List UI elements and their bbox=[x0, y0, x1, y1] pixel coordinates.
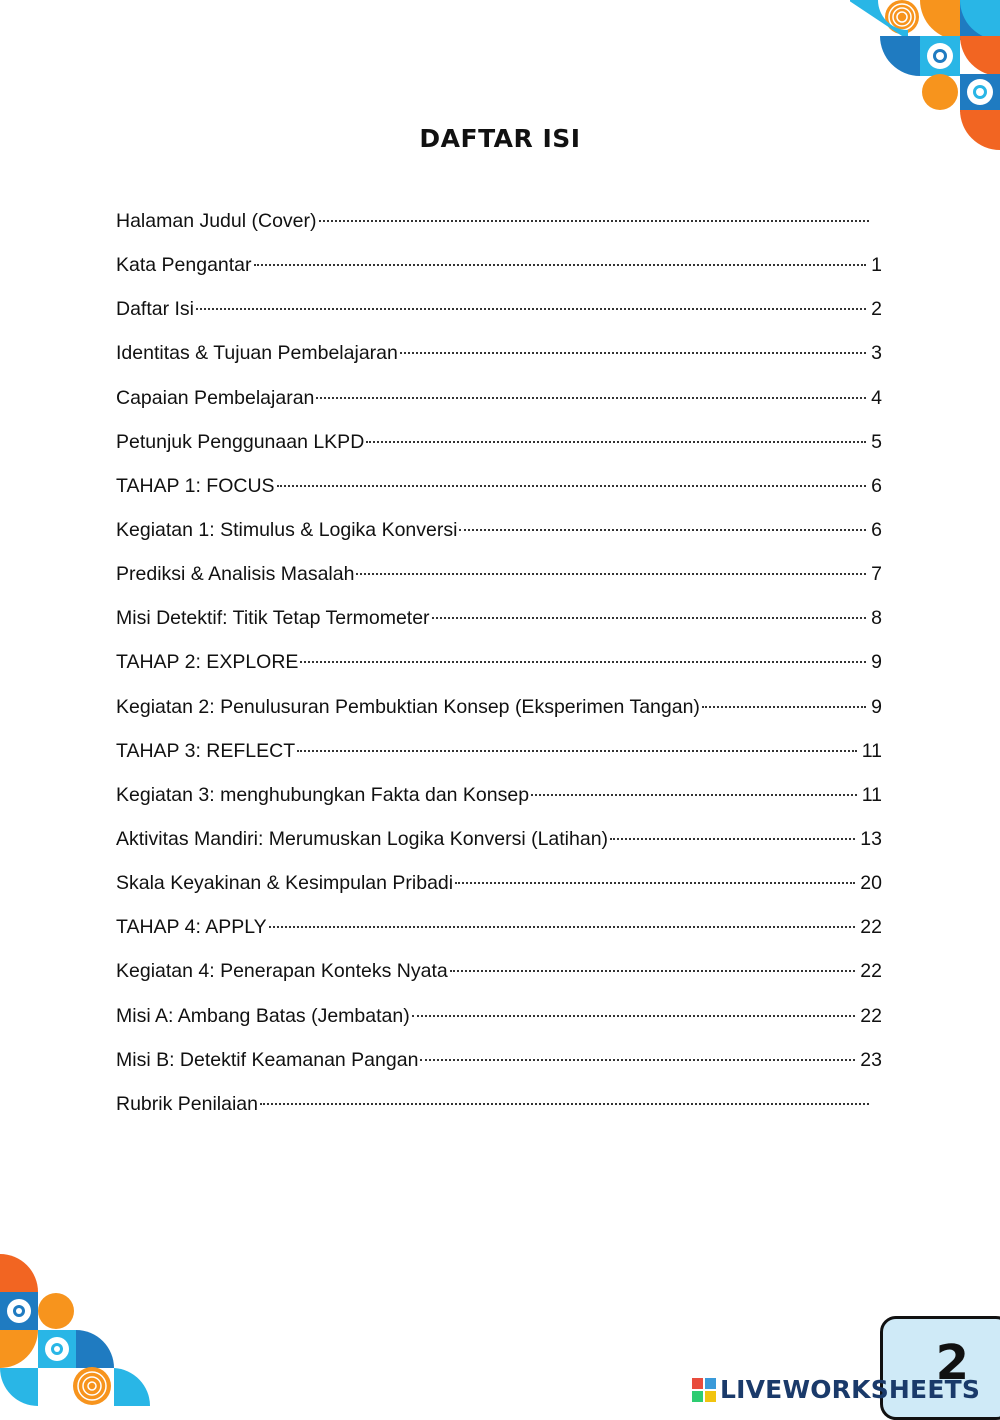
toc-entry-label: Misi B: Detektif Keamanan Pangan bbox=[116, 1048, 419, 1071]
page-title: DAFTAR ISI bbox=[419, 124, 581, 153]
toc-dot-leader bbox=[455, 882, 855, 884]
toc-entry[interactable] bbox=[116, 733, 882, 777]
toc-dot-leader bbox=[459, 529, 866, 531]
toc-entry-label: Aktivitas Mandiri: Merumuskan Logika Konversi (Latihan) bbox=[116, 827, 609, 850]
toc-entry-label: Capaian Pembelajaran bbox=[116, 386, 315, 409]
toc-entry[interactable] bbox=[116, 424, 882, 468]
toc-entry[interactable] bbox=[116, 556, 882, 600]
toc-entry-label: Kegiatan 1: Stimulus & Logika Konversi bbox=[116, 518, 458, 541]
toc-entry-page: 23 bbox=[860, 1048, 882, 1071]
toc-entry-label: Misi Detektif: Titik Tetap Termometer bbox=[116, 607, 430, 630]
toc-entry-label: Daftar Isi bbox=[116, 298, 195, 321]
toc-entry-label: TAHAP 2: EXPLORE bbox=[116, 651, 299, 674]
watermark-text: LIVEWORKSHEETS bbox=[720, 1375, 981, 1404]
toc-entry-page: 4 bbox=[871, 386, 882, 409]
table-of-contents bbox=[116, 203, 882, 1130]
toc-entry[interactable] bbox=[116, 468, 882, 512]
page-number: 2 bbox=[935, 1335, 969, 1391]
liveworksheets-watermark bbox=[692, 1375, 980, 1404]
toc-entry-page: 2 bbox=[871, 298, 882, 321]
toc-dot-leader bbox=[196, 308, 866, 310]
toc-entry-label: Identitas & Tujuan Pembelajaran bbox=[116, 342, 398, 365]
toc-entry[interactable] bbox=[116, 512, 882, 556]
toc-entry-label: Rubrik Penilaian bbox=[116, 1092, 258, 1115]
toc-dot-leader bbox=[412, 1015, 856, 1017]
toc-entry-page: 6 bbox=[871, 474, 882, 497]
toc-dot-leader bbox=[300, 661, 866, 663]
toc-entry-label: TAHAP 4: APPLY bbox=[116, 916, 267, 939]
toc-dot-leader bbox=[254, 264, 867, 266]
toc-entry-page: 1 bbox=[871, 254, 882, 277]
toc-entry-label: TAHAP 3: REFLECT bbox=[116, 739, 296, 762]
toc-entry-label: Petunjuk Penggunaan LKPD bbox=[116, 430, 365, 453]
toc-dot-leader bbox=[316, 397, 866, 399]
toc-entry-page: 13 bbox=[860, 827, 882, 850]
toc-entry-page: 6 bbox=[871, 518, 882, 541]
toc-entry-page: 3 bbox=[871, 342, 882, 365]
toc-entry[interactable] bbox=[116, 865, 882, 909]
toc-entry-page: 8 bbox=[871, 607, 882, 630]
toc-dot-leader bbox=[610, 838, 855, 840]
toc-dot-leader bbox=[297, 750, 857, 752]
toc-entry[interactable] bbox=[116, 777, 882, 821]
toc-entry[interactable] bbox=[116, 821, 882, 865]
toc-dot-leader bbox=[702, 706, 866, 708]
toc-entry-page: 9 bbox=[871, 651, 882, 674]
toc-entry-label: Kegiatan 2: Penulusuran Pembuktian Konsep (Eksperimen Tangan) bbox=[116, 695, 700, 718]
toc-dot-leader bbox=[531, 794, 857, 796]
toc-entry[interactable] bbox=[116, 380, 882, 424]
toc-entry-label: Kata Pengantar bbox=[116, 254, 252, 277]
toc-dot-leader bbox=[269, 926, 856, 928]
toc-entry-label: Kegiatan 4: Penerapan Konteks Nyata bbox=[116, 960, 448, 983]
toc-entry[interactable] bbox=[116, 689, 882, 733]
toc-entry[interactable] bbox=[116, 1042, 882, 1086]
toc-dot-leader bbox=[356, 573, 866, 575]
toc-entry-page: 22 bbox=[860, 916, 882, 939]
toc-entry[interactable] bbox=[116, 335, 882, 379]
toc-entry[interactable] bbox=[116, 909, 882, 953]
toc-dot-leader bbox=[260, 1103, 869, 1105]
toc-entry[interactable] bbox=[116, 953, 882, 997]
toc-entry-label: Kegiatan 3: menghubungkan Fakta dan Konsep bbox=[116, 783, 530, 806]
toc-entry[interactable] bbox=[116, 291, 882, 335]
toc-entry-page: 11 bbox=[861, 783, 882, 806]
toc-dot-leader bbox=[400, 352, 866, 354]
toc-entry-page: 22 bbox=[860, 960, 882, 983]
toc-dot-leader bbox=[450, 970, 856, 972]
toc-entry-label: Skala Keyakinan & Kesimpulan Pribadi bbox=[116, 872, 454, 895]
toc-entry[interactable] bbox=[116, 998, 882, 1042]
toc-entry[interactable] bbox=[116, 247, 882, 291]
toc-entry-page: 22 bbox=[860, 1004, 882, 1027]
bottom-left-decoration bbox=[0, 1254, 150, 1414]
toc-entry-page: 9 bbox=[871, 695, 882, 718]
toc-dot-leader bbox=[432, 617, 867, 619]
toc-dot-leader bbox=[366, 441, 866, 443]
toc-entry-label: Misi A: Ambang Batas (Jembatan) bbox=[116, 1004, 410, 1027]
toc-entry[interactable] bbox=[116, 600, 882, 644]
concentric-rings-icon bbox=[73, 1367, 111, 1405]
page-number-badge bbox=[880, 1316, 1000, 1420]
toc-dot-leader bbox=[319, 220, 870, 222]
toc-entry[interactable] bbox=[116, 1086, 882, 1130]
toc-entry-page: 5 bbox=[871, 430, 882, 453]
toc-entry-label: Halaman Judul (Cover) bbox=[116, 210, 317, 232]
toc-entry[interactable] bbox=[116, 644, 882, 688]
liveworksheets-logo-icon bbox=[692, 1378, 716, 1402]
toc-entry-page: 20 bbox=[860, 872, 882, 895]
toc-entry[interactable] bbox=[116, 203, 882, 247]
toc-entry-page: 7 bbox=[871, 563, 882, 586]
toc-entry-label: Prediksi & Analisis Masalah bbox=[116, 563, 355, 586]
toc-dot-leader bbox=[277, 485, 867, 487]
toc-dot-leader bbox=[420, 1059, 855, 1061]
toc-entry-label: TAHAP 1: FOCUS bbox=[116, 474, 275, 497]
toc-entry-page: 11 bbox=[861, 739, 882, 762]
